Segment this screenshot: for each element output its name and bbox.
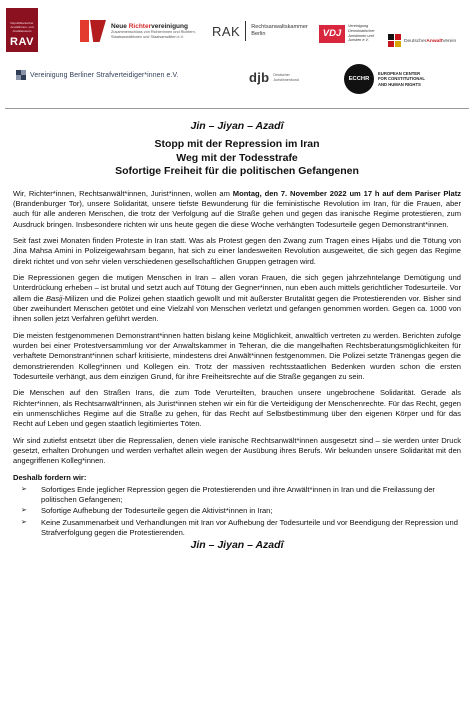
rak-line1: Rechtsanwaltskammer [251,24,308,30]
headlines [13,138,461,179]
list-item: ➢ Sofortige Aufhebung der Todesurteile gegen die Aktivist*innen in Iran; [21,506,273,516]
rav-logo-tagline: Republikanischer Anwältinnen- und Anwälteverein [10,21,34,33]
arrow-bullet-icon: ➢ [21,485,27,493]
ecchr-line3: AND HUMAN RIGHTS [378,81,421,87]
ecchr-line1: EUROPEAN CENTER [378,70,421,76]
nrv-sub1: Zusammenschluss von Richterinnen und Richtern, [111,30,196,34]
vdj-line1: Vereinigung [348,24,369,28]
footer-motto: Jin – Jiyan – Azadî [190,539,284,552]
vdj-abbr: VDJ [319,25,345,43]
vbs-logo [16,70,179,80]
arrow-bullet-icon: ➢ [21,507,27,515]
paragraph-5: Die Menschen auf den Straßen Irans, die zum Tode Verurteilten, brauchen unsere ungebrochene Solidarität. Gerade als Richter*innen, als Rechtsanwält*innen, als Jurist*innen stehen wir ein für die Verteidigung der Menschenrechte. Für das Recht, gegen ein unmenschliches Regime auf die Straße zu gehen, für das Recht auf Selbstbestimmung über den eigenen Körper und für das Recht auf Leben und gegen staatlich legitimiertes Töten. [13,388,461,429]
vdj-line2: Demokratischer [348,28,375,33]
rak-line2: Berlin [251,31,266,37]
djb-logo [249,70,299,85]
nrv-mark-icon [80,20,108,42]
ecchr-abbr: ECCHR [344,64,374,94]
paragraph-3: Die Repressionen gegen die mutigen Menschen in Iran – allen voran Frauen, die sich gegen jahrzehntelange Demütigung und Unterdrückung erheben – ist brutal und setzt auch auf Tötung der Gegner*innen, nun eben auch mittels gerichtlicher Todesurteile. Vor allem die Basij-Milizen und die Polizei gehen staatlich gewollt und mit äußerster Brutalität gegen die Protestierenden vor. Bisher sind über zweihundert Menschen getötet und eine Vielzahl von Menschen verletzt und gefangen genommen worden. Gegen ca. 1000 von ihnen sollen jetzt Verfahren geführt werden. [13,272,461,324]
headline-2: Weg mit der Todesstrafe [176,151,298,164]
nrv-name: Neue Richtervereinigung [111,23,188,30]
djb-abbr: djb [249,70,270,85]
rav-logo [6,8,38,52]
headline-1: Stopp mit der Repression im Iran [154,138,320,150]
vdj-logo [319,24,375,43]
paragraph-4: Die meisten festgenommenen Demonstrant*innen hatten bislang keine Möglichkeit, anwaltlich vertreten zu werden. Berichten zufolge wurden bei einer Protestversammlung vor der Anwaltskammer in Teheran, die die mangelhaften Rechtsberatungsmöglichkeiten für verhaftete Demonstrant*innen scharf kritisierte, mindestens drei Anwält*innen festgenommen. Die Polizei setzte Tränengas gegen die demonstrierenden Kolleg*innen und Kollegen ein. Trotz der massiven rechtsstaatlichen Bedenken wurden schon die ersten Todesurteile verhängt, aus dem einzigen Grund, für ihre Freiheitsrechte auf die Straße gegangen zu sein. [13,330,461,381]
header-divider [5,108,469,109]
ecchr-logo [344,64,425,94]
vbs-name: Vereinigung Berliner Strafverteidiger*innen e.V. [30,71,179,79]
arrow-bullet-icon: ➢ [21,518,27,526]
nrv-logo [80,20,196,42]
paragraph-1: Wir, Richter*innen, Rechtsanwält*innen, Jurist*innen, wollen am Montag, den 7. November 2022 um 17 h auf dem Pariser Platz (Brandenburger Tor), unsere Solidarität, unsere tiefste Bewunderung für die feministische Revolution im Iran, für die Frauen, aber auch für alle anderen Menschen, die trotz der Verfolgung auf die Straße gehen und gegen das iranische Regime protestieren, zum Ausdruck bringen. Insbesondere richten wir uns heute gegen die diese Woche verhängten Todesurteile gegen Demonstrant*innen. [13,188,461,229]
vbs-mark-icon [16,70,26,80]
motto-heading: Jin – Jiyan – Azadî [190,120,284,132]
djb-line1: Deutscher [273,73,290,77]
dav-logo [388,34,456,48]
headline-3: Sofortige Freiheit für die politischen Gefangenen [115,165,359,177]
paragraph-2: Seit fast zwei Monaten finden Proteste in Iran statt. Was als Protest gegen den Zwang zum Tragen eines Hijabs und die Tötung von Jina Mahsa Amini in Polizeigewahrsam begann, hat sich zu einer landesweiten Revolution ausgeweitet, die sich gegen das Regime direkt richtet und von sehr vielen verschiedenen gesellschaftlichen Gruppen getragen wird. [13,235,461,266]
djb-line2: Juristinnenbund [273,77,299,82]
event-date: Montag, den 7. November 2022 um 17 h auf dem Pariser Platz [232,188,461,198]
logo-banner [0,0,474,112]
vdj-line3: Juristinnen und [348,33,374,38]
ecchr-line2: FOR CONSTITUTIONAL [378,76,425,82]
list-item: ➢ Keine Zusammenarbeit und Verhandlungen mit Iran vor Aufhebung der Todesurteile und vor Beendigung der Repression und Strafverfolgung gegen die Protestierenden. [21,517,458,538]
rav-logo-text: RAV [10,36,34,48]
dav-mark-icon [388,34,402,48]
rak-logo [212,21,308,41]
rak-abbr: RAK [212,23,241,39]
dav-name: DeutscherAnwaltVerein [404,38,457,44]
nrv-sub2: Staatsanwältinnen und Staatsanwälten e.V. [111,34,184,39]
document-body [13,118,461,551]
demands-list [13,485,461,539]
paragraph-6: Wir sind zutiefst entsetzt über die Repressalien, denen viele iranische Rechtsanwält*innen ausgesetzt sind – sie werden unter Druck gesetzt, erhalten Drohungen und werden verhaftet allein wegen der Ausübung ihres Berufs. Wir bekunden unsere Solidarität mit den angegriffenen Kolleg*innen. [13,435,461,466]
demands-title: Deshalb fordern wir: [13,472,87,482]
vdj-line4: Juristen e.V. [348,38,369,43]
list-item: ➢ Sofortiges Ende jeglicher Repression gegen die Protestierenden und ihre Anwält*innen in Iran und die Freilassung der politischen Gefangenen; [21,484,435,505]
